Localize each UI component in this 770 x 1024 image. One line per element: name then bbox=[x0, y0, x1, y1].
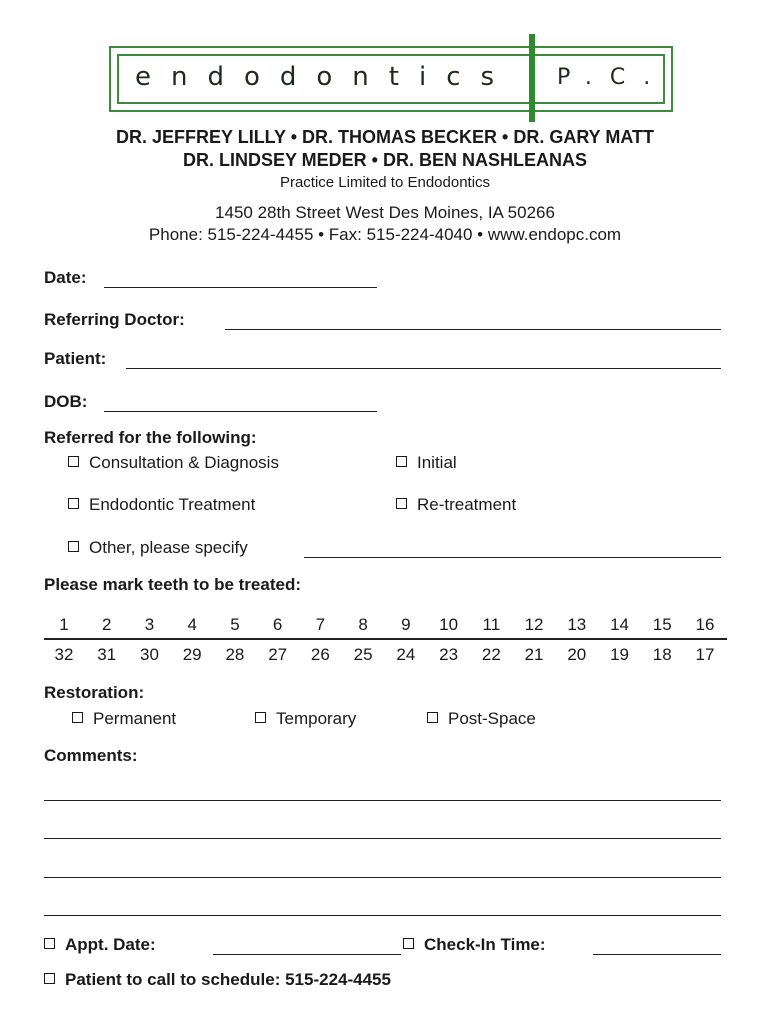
date-input-line[interactable] bbox=[104, 287, 377, 288]
check-in-label: Check-In Time: bbox=[424, 935, 546, 954]
post-space-label: Post-Space bbox=[448, 709, 536, 728]
consultation-label: Consultation & Diagnosis bbox=[89, 453, 279, 472]
temporary-label: Temporary bbox=[276, 709, 357, 728]
practice-address: 1450 28th Street West Des Moines, IA 50266 bbox=[215, 203, 555, 222]
other-option[interactable] bbox=[68, 538, 248, 558]
post-space-option[interactable] bbox=[427, 709, 536, 729]
other-checkbox[interactable] bbox=[68, 541, 79, 552]
upper-tooth-number[interactable]: 2 bbox=[101, 615, 112, 634]
dob-input-line[interactable] bbox=[104, 411, 377, 412]
other-label: Other, please specify bbox=[89, 538, 248, 557]
appt-date-label: Appt. Date: bbox=[65, 935, 156, 954]
endodontic-treatment-checkbox[interactable] bbox=[68, 498, 79, 509]
temporary-checkbox[interactable] bbox=[255, 712, 266, 723]
upper-tooth-number[interactable]: 12 bbox=[524, 615, 544, 634]
lower-tooth-number[interactable]: 28 bbox=[225, 645, 245, 664]
lower-tooth-number[interactable]: 25 bbox=[353, 645, 373, 664]
patient-label: Patient: bbox=[44, 349, 107, 368]
lower-tooth-number[interactable]: 19 bbox=[610, 645, 629, 664]
practice-logo bbox=[109, 46, 673, 112]
upper-tooth-number[interactable]: 11 bbox=[482, 615, 501, 634]
retreatment-checkbox[interactable] bbox=[396, 498, 407, 509]
check-in-input-line[interactable] bbox=[593, 954, 721, 955]
upper-tooth-number[interactable]: 9 bbox=[401, 615, 411, 634]
appt-date-checkbox[interactable] bbox=[44, 938, 55, 949]
practice-specialty: Practice Limited to Endodontics bbox=[279, 174, 491, 191]
lower-tooth-number[interactable]: 29 bbox=[182, 645, 202, 664]
upper-tooth-number[interactable]: 16 bbox=[695, 615, 715, 634]
initial-option[interactable] bbox=[396, 453, 457, 473]
practice-contact: Phone: 515-224-4455 • Fax: 515-224-4040 • www.endopc.com bbox=[148, 225, 622, 244]
retreatment-label: Re-treatment bbox=[417, 495, 517, 514]
doctors-line-1: DR. JEFFREY LILLY • DR. THOMAS BECKER • DR. GARY MATT bbox=[116, 127, 654, 147]
upper-tooth-number[interactable]: 3 bbox=[144, 615, 155, 634]
appt-date-option[interactable] bbox=[44, 935, 156, 955]
lower-tooth-number[interactable]: 17 bbox=[695, 645, 715, 664]
lower-tooth-number[interactable]: 23 bbox=[439, 645, 459, 664]
lower-tooth-number[interactable]: 27 bbox=[268, 645, 288, 664]
temporary-option[interactable] bbox=[255, 709, 356, 729]
referring-doctor-label: Referring Doctor: bbox=[44, 310, 185, 329]
endodontic-treatment-option[interactable] bbox=[68, 495, 255, 515]
lower-tooth-number[interactable]: 32 bbox=[54, 645, 74, 664]
dob-label: DOB: bbox=[44, 392, 88, 411]
logo-name: endodontics bbox=[135, 62, 515, 92]
initial-label: Initial bbox=[417, 453, 457, 472]
endodontic-treatment-label: Endodontic Treatment bbox=[89, 495, 256, 514]
post-space-checkbox[interactable] bbox=[427, 712, 438, 723]
call-to-schedule-option[interactable] bbox=[44, 970, 391, 990]
permanent-checkbox[interactable] bbox=[72, 712, 83, 723]
retreatment-option[interactable] bbox=[396, 495, 516, 515]
doctors-line-2: DR. LINDSEY MEDER • DR. BEN NASHLEANAS bbox=[182, 150, 587, 170]
appt-date-input-line[interactable] bbox=[213, 954, 401, 955]
consultation-option[interactable] bbox=[68, 453, 279, 473]
upper-tooth-number[interactable]: 4 bbox=[187, 615, 197, 634]
other-input-line[interactable] bbox=[304, 557, 721, 558]
upper-tooth-number[interactable]: 1 bbox=[59, 615, 69, 634]
upper-tooth-number[interactable]: 8 bbox=[358, 615, 368, 634]
permanent-option[interactable] bbox=[72, 709, 176, 729]
logo-divider-bar bbox=[529, 34, 535, 122]
upper-tooth-number[interactable]: 5 bbox=[230, 615, 240, 634]
lower-tooth-number[interactable]: 30 bbox=[139, 645, 159, 664]
initial-checkbox[interactable] bbox=[396, 456, 407, 467]
consultation-checkbox[interactable] bbox=[68, 456, 79, 467]
comment-line[interactable] bbox=[44, 915, 721, 916]
upper-tooth-number[interactable]: 13 bbox=[567, 615, 587, 634]
permanent-label: Permanent bbox=[93, 709, 177, 728]
lower-tooth-number[interactable]: 31 bbox=[97, 645, 117, 664]
teeth-divider bbox=[44, 638, 727, 640]
upper-tooth-number[interactable]: 15 bbox=[652, 615, 672, 634]
lower-tooth-number[interactable]: 26 bbox=[310, 645, 330, 664]
comment-line[interactable] bbox=[44, 838, 721, 839]
upper-tooth-number[interactable]: 7 bbox=[315, 615, 326, 634]
lower-tooth-number[interactable]: 18 bbox=[652, 645, 672, 664]
lower-tooth-number[interactable]: 22 bbox=[481, 645, 501, 664]
date-label: Date: bbox=[44, 268, 87, 287]
logo-suffix: P.C. bbox=[557, 65, 669, 90]
restoration-heading: Restoration: bbox=[44, 683, 145, 702]
lower-tooth-number[interactable]: 20 bbox=[567, 645, 587, 664]
call-to-schedule-checkbox[interactable] bbox=[44, 973, 55, 984]
lower-tooth-number[interactable]: 24 bbox=[396, 645, 416, 664]
comment-line[interactable] bbox=[44, 800, 721, 801]
call-to-schedule-label: Patient to call to schedule: 515-224-4455 bbox=[65, 970, 391, 989]
check-in-checkbox[interactable] bbox=[403, 938, 414, 949]
upper-tooth-number[interactable]: 6 bbox=[272, 615, 283, 634]
referred-heading: Referred for the following: bbox=[44, 428, 257, 447]
upper-tooth-number[interactable]: 14 bbox=[610, 615, 629, 634]
upper-tooth-number[interactable]: 10 bbox=[439, 615, 459, 634]
comment-line[interactable] bbox=[44, 877, 721, 878]
referring-doctor-input-line[interactable] bbox=[225, 329, 721, 330]
lower-tooth-number[interactable]: 21 bbox=[524, 645, 544, 664]
comments-heading: Comments: bbox=[44, 746, 138, 765]
check-in-option[interactable] bbox=[403, 935, 546, 955]
teeth-heading: Please mark teeth to be treated: bbox=[44, 575, 301, 594]
patient-input-line[interactable] bbox=[126, 368, 721, 369]
